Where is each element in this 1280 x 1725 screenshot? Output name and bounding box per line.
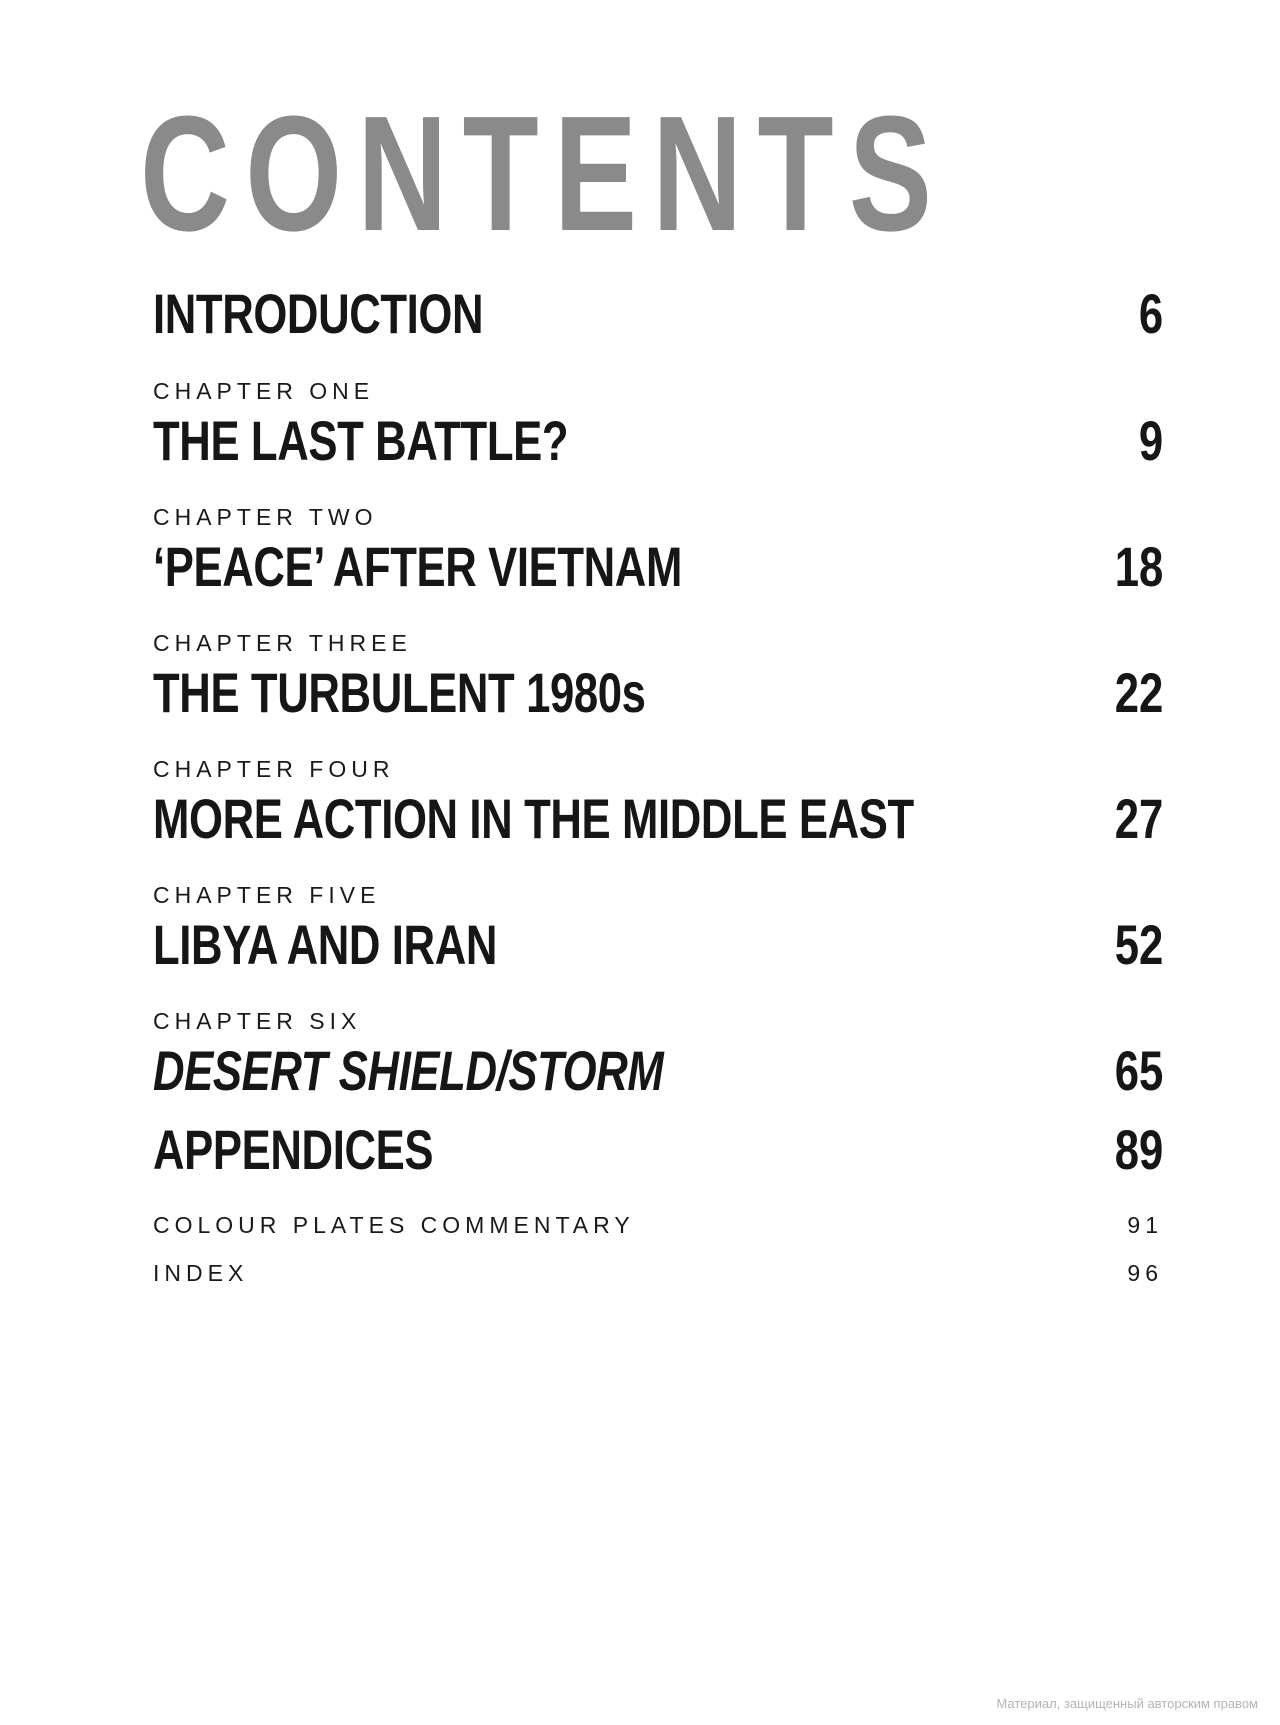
chapter-label: CHAPTER THREE <box>153 630 412 656</box>
chapter-label: CHAPTER ONE <box>153 378 375 404</box>
toc-entry-chapter-six[interactable] <box>153 1010 1163 1100</box>
copyright-watermark: Материал, защищенный авторским правом <box>996 1696 1258 1711</box>
entry-page-number: 89 <box>1114 1118 1163 1181</box>
chapter-label: CHAPTER FIVE <box>153 882 381 908</box>
entry-page-number: 27 <box>1114 787 1163 850</box>
entry-title: LIBYA AND IRAN <box>153 913 498 976</box>
entry-title: THE TURBULENT 1980s <box>153 661 646 724</box>
entry-page-number: 18 <box>1114 535 1163 598</box>
entry-page-number: 22 <box>1114 661 1163 724</box>
entry-title: DESERT SHIELD/STORM <box>153 1039 664 1102</box>
toc-entry-chapter-two[interactable] <box>153 506 1163 596</box>
entry-title: THE LAST BATTLE? <box>153 409 569 472</box>
toc-entry-chapter-one[interactable] <box>153 380 1163 470</box>
toc-entry-appendices[interactable] <box>153 1118 1163 1182</box>
entry-title: MORE ACTION IN THE MIDDLE EAST <box>153 787 914 850</box>
entry-page-number: 91 <box>1127 1212 1163 1238</box>
entry-title: ‘PEACE’ AFTER VIETNAM <box>153 535 682 598</box>
entry-title: INDEX <box>153 1260 249 1286</box>
toc-entry-chapter-three[interactable] <box>153 632 1163 722</box>
entry-title: APPENDICES <box>153 1118 434 1181</box>
entry-title: COLOUR PLATES COMMENTARY <box>153 1212 635 1238</box>
entry-page-number: 9 <box>1138 409 1163 472</box>
entry-page-number: 52 <box>1114 913 1163 976</box>
entry-page-number: 65 <box>1114 1039 1163 1102</box>
entry-page-number: 96 <box>1127 1260 1163 1286</box>
chapter-label: CHAPTER TWO <box>153 504 378 530</box>
toc-entry-chapter-four[interactable] <box>153 758 1163 848</box>
chapter-label: CHAPTER FOUR <box>153 756 395 782</box>
toc-entry-index[interactable] <box>153 1262 1163 1292</box>
entry-title: INTRODUCTION <box>153 282 484 345</box>
page-title: CONTENTS <box>140 82 948 265</box>
toc-entry-colour-plates[interactable] <box>153 1214 1163 1244</box>
toc-entry-introduction[interactable] <box>153 282 1163 346</box>
toc-entry-chapter-five[interactable] <box>153 884 1163 974</box>
chapter-label: CHAPTER SIX <box>153 1008 362 1034</box>
entry-page-number: 6 <box>1138 282 1163 345</box>
